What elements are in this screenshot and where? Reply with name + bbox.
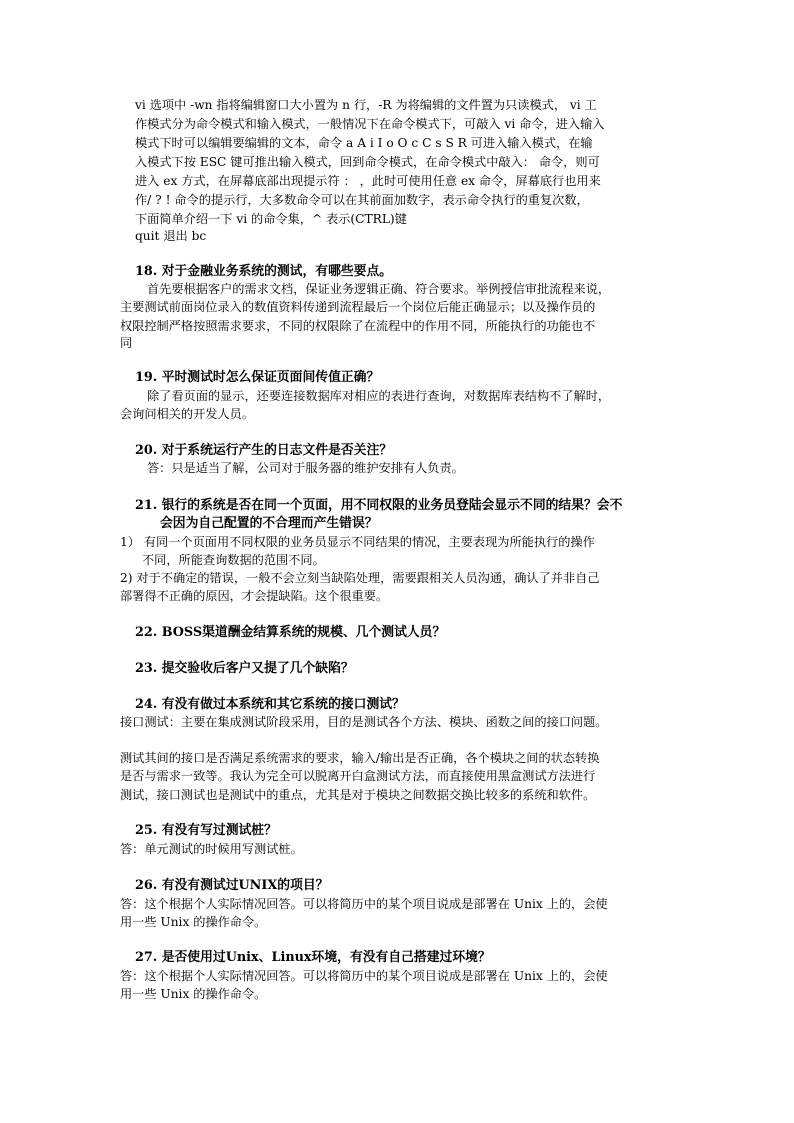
question-23-heading: 23. 提交验收后客户又提了几个缺陷？: [135, 661, 354, 676]
body-text-line: 模式下时可以编辑要编辑的文本，命令 a A i I o O c C s S R 可进入输入模式，在输: [135, 136, 593, 150]
answer-line: 1） 有同一个页面用不同权限的业务员显示不同结果的情况，主要表现为所能执行的操作: [120, 535, 595, 549]
question-18-heading: 18. 对于金融业务系统的测试，有哪些要点。: [135, 264, 393, 279]
answer-line: 答：单元测试的时候用写测试桩。: [120, 842, 303, 856]
question-21-heading-cont: 会因为自己配置的不合理而产生错误？: [160, 516, 378, 531]
body-text-line: 作模式分为命令模式和输入模式，一般情况下在命令模式下，可敲入 vi 命令，进入输入: [135, 117, 605, 131]
answer-line: 会询问相关的开发人员。: [120, 407, 255, 421]
answer-line: 用一些 Unix 的操作命令。: [120, 915, 267, 929]
question-27-heading: 27. 是否使用过Unix、Linux环境，有没有自己搭建过环境？: [135, 950, 491, 965]
body-text-line: 下面简单介绍一下 vi 的命令集，^ 表示(CTRL)键: [135, 212, 407, 226]
answer-line: 部署得不正确的原因，才会提缺陷。这个很重要。: [120, 589, 389, 603]
question-22-heading: 22. BOSS渠道酬金结算系统的规模、几个测试人员？: [135, 625, 446, 640]
answer-line: 是否与需求一致等。我认为完全可以脱离开白盒测试方法，而直接使用黑盒测试方法进行: [120, 769, 596, 783]
answer-line: 答：只是适当了解，公司对于服务器的维护安排有人负责。: [147, 461, 464, 475]
body-text-line: quit 退出 bc: [135, 229, 207, 243]
question-26-heading: 26. 有没有测试过UNIX的项目？: [135, 878, 329, 893]
answer-line: 答：这个根据个人实际情况回答。可以将简历中的某个项目说成是部署在 Unix 上的，会使: [120, 969, 608, 983]
question-25-heading: 25. 有没有写过测试桩？: [135, 823, 277, 838]
body-text-line: 入模式下按 ESC 键可推出输入模式，回到命令模式，在命令模式中敲入： 命令，则可: [135, 155, 600, 169]
answer-line: 测试，接口测试也是测试中的重点，尤其是对于模块之间数据交换比较多的系统和软件。: [120, 788, 596, 802]
question-24-heading: 24. 有没有做过本系统和其它系统的接口测试？: [135, 697, 405, 712]
body-text-line: 进入 ex 方式，在屏幕底部出现提示符 ： ，此时可使用任意 ex 命令，屏幕底行也用来: [135, 174, 601, 188]
body-text-line: vi 选项中 -wn 指将编辑窗口大小置为 n 行，-R 为将编辑的文件置为只读模式， vi 工: [135, 98, 597, 112]
answer-line: 用一些 Unix 的操作命令。: [120, 987, 267, 1001]
answer-line: 首先要根据客户的需求文档，保证业务逻辑正确、符合要求。举例授信审批流程来说，: [147, 282, 611, 296]
answer-line: 同: [120, 336, 133, 350]
answer-line: 答：这个根据个人实际情况回答。可以将简历中的某个项目说成是部署在 Unix 上的，会使: [120, 897, 608, 911]
question-21-heading: 21. 银行的系统是否在同一个页面，用不同权限的业务员登陆会显示不同的结果？会不: [135, 498, 623, 513]
answer-line: 权限控制严格按照需求要求，不同的权限除了在流程中的作用不同，所能执行的功能也不: [120, 319, 596, 333]
body-text-line: 作/ ? ! 命令的提示行，大多数命令可以在其前面加数字，表示命令执行的重复次数，: [135, 193, 589, 207]
answer-line: 不同，所能查询数据的范围不同。: [142, 553, 325, 567]
answer-line: 2) 对于不确定的错误，一般不会立刻当缺陷处理，需要跟相关人员沟通，确认了并非自己: [120, 571, 600, 585]
question-19-heading: 19. 平时测试时怎么保证页面间传值正确？: [135, 370, 380, 385]
answer-line: 除了看页面的显示，还要连接数据库对相应的表进行查询，对数据库表结构不了解时，: [147, 389, 611, 403]
answer-line: 接口测试：主要在集成测试阶段采用，目的是测试各个方法、模块、函数之间的接口问题。: [120, 715, 608, 729]
answer-line: 测试其间的接口是否满足系统需求的要求，输入/输出是否正确，各个模块之间的状态转换: [120, 751, 600, 765]
question-20-heading: 20. 对于系统运行产生的日志文件是否关注？: [135, 443, 393, 458]
answer-line: 主要测试前面岗位录入的数值资料传递到流程最后一个岗位后能正确显示；以及操作员的: [120, 300, 596, 314]
